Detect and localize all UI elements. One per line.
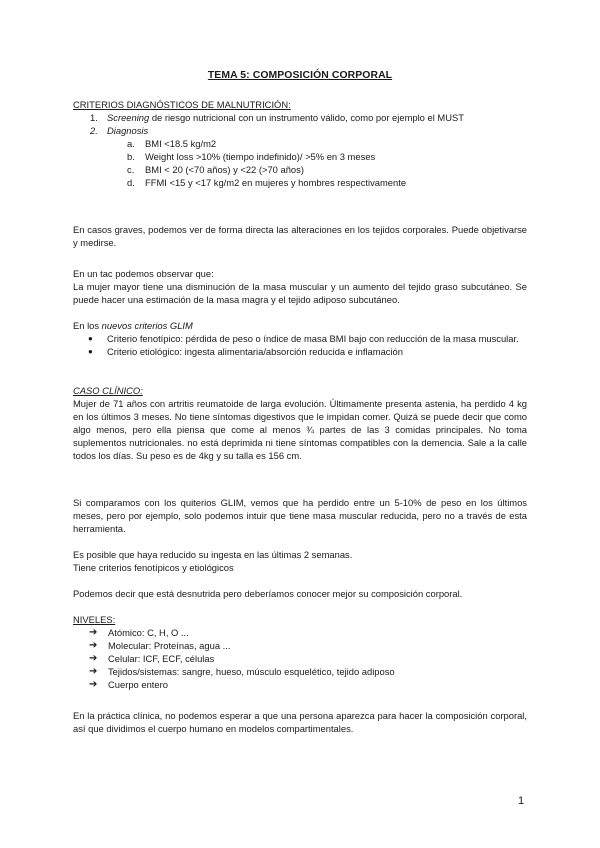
document-body [73,70,527,735]
level-text: Tejidos/sistemas: sangre, hueso, músculo esquelético, tejido adiposo [108,666,395,677]
glim-list [73,332,527,358]
level-text: Celular: ICF, ECF, células [108,653,215,664]
level-item [73,665,527,678]
glim-item [73,332,527,345]
level-item [73,626,527,639]
level-text: Molecular: Proteínas, agua ... [108,640,231,651]
levels-list [73,626,527,691]
arrow-right-icon: ➔ [89,679,98,690]
criteria-item [73,111,527,124]
list-letter: a. [127,138,135,149]
bullet-icon: ● [88,334,93,343]
case-heading: CASO CLÍNICO: [73,385,143,396]
intake-line: Es posible que haya reducido su ingesta en las últimas 2 semanas. [73,549,353,560]
list-letter: b. [127,151,135,162]
criteria-heading: CRITERIOS DIAGNÓSTICOS DE MALNUTRICIÓN: [73,99,291,110]
glim-intro [73,319,527,332]
glim-intro-emphasis: nuevos criterios GLIM [101,320,193,331]
diagnosis-item [73,150,527,163]
arrow-right-icon: ➔ [89,666,98,677]
glim-item-text: Criterio etiológico: ingesta alimentaria/absorción reducida e inflamación [107,346,403,357]
diagnosis-item [73,176,527,189]
compare-paragraph: Si comparamos con los quiterios GLIM, vemos que ha perdido entre un 5-10% de peso en los últimos meses, pero por ejemplo, solo podemos intuir que tiene masa muscular reducida, pero no a través de esta herramienta. [73,497,527,534]
bullet-icon: ● [88,347,93,356]
tac-paragraph: La mujer mayor tiene una disminución de la masa muscular y un aumento del tejido graso subcutáneo. Se puede hacer una estimación de la masa magra y el tejido adiposo subcutáneo. [73,281,527,305]
glim-item [73,345,527,358]
level-text: Atómico: C, H, O ... [108,627,189,638]
arrow-right-icon: ➔ [89,653,98,664]
conclusion-line: Podemos decir que está desnutrida pero deberíamos conocer mejor su composición corporal. [73,588,463,599]
list-letter: c. [127,164,135,175]
criteria-item-emphasis: Diagnosis [107,125,149,136]
criteria-item-text: de riesgo nutricional con un instrumento válido, como por ejemplo el MUST [149,112,464,123]
diagnosis-list [73,137,527,189]
severe-cases-paragraph: En casos graves, podemos ver de forma directa las alteraciones en los tejidos corporales. Puede objetivarse y medirse. [73,224,527,248]
tac-intro: En un tac podemos observar que: [73,268,214,279]
page-title: TEMA 5: COMPOSICIÓN CORPORAL [207,70,393,81]
criteria-item [73,124,527,137]
level-item [73,678,527,691]
list-number: 2. [90,125,98,136]
criteria-list [73,111,527,137]
diagnosis-text: BMI <18.5 kg/m2 [145,138,217,149]
level-text: Cuerpo entero [108,679,168,690]
criteria-item-emphasis: Screening [107,112,150,123]
diagnosis-text: FFMI <15 y <17 kg/m2 en mujeres y hombres respectivamente [145,177,407,188]
list-letter: d. [127,177,135,188]
level-item [73,639,527,652]
glim-item-text: Criterio fenotípico: pérdida de peso o índice de masa BMI bajo con reducción de la masa muscular. [107,333,519,344]
case-paragraph: Mujer de 71 años con artritis reumatoide de larga evolución. Últimamente presenta astenia, ha perdido 4 kg en los últimos 3 meses. No tiene síntomas digestivos que le impidan comer. Quizá se puede decir que como algo menos, pero ella piensa que come al menos ¾ partes de las 3 comidas principales. No toma suplementos nutricionales. no está deprimida ni tiene síntomas compatibles con la demencia. Sale a la calle todos los días. Su peso es de 4kg y su talla es 156 cm. [73,398,527,461]
level-item [73,652,527,665]
diagnosis-text: Weight loss >10% (tiempo indefinido)/ >5% en 3 meses [145,151,376,162]
diagnosis-item [73,163,527,176]
list-number: 1. [90,112,98,123]
practice-paragraph: En la práctica clínica, no podemos esperar a que una persona aparezca para hacer la composición corporal, así que dividimos el cuerpo humano en modelos compartimentales. [73,710,527,734]
criteria-summary-line: Tiene criterios fenotípicos y etiológicos [73,562,234,573]
levels-heading: NIVELES: [73,614,116,625]
diagnosis-item [73,137,527,150]
diagnosis-text: BMI < 20 (<70 años) y <22 (>70 años) [145,164,304,175]
arrow-right-icon: ➔ [89,627,98,638]
page-number: 1 [518,795,525,807]
glim-intro-text: En los [73,320,102,331]
arrow-right-icon: ➔ [89,640,98,651]
